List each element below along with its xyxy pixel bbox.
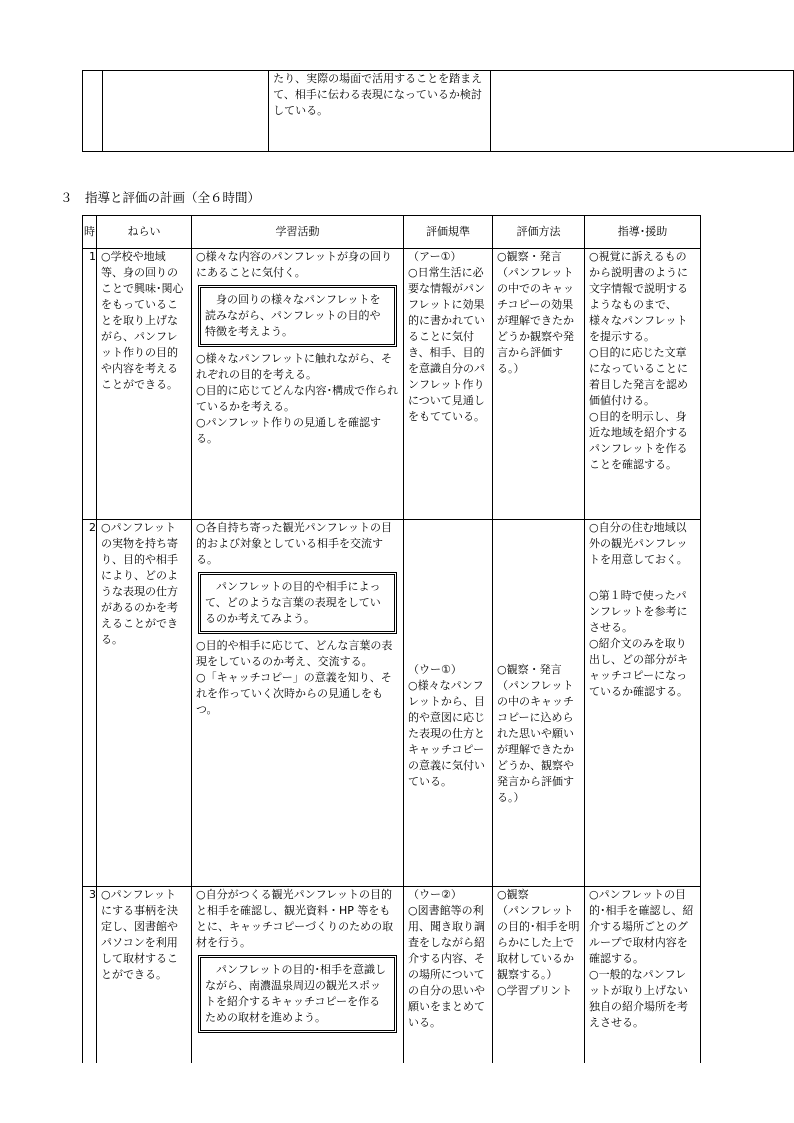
row-number: 1	[83, 249, 97, 520]
table-header-row	[83, 216, 701, 249]
row-activity	[192, 520, 404, 887]
learning-task-box: パンフレットの目的･相手を意識しながら、南濃温泉周辺の観光スポットを紹介するキャッチコピーを作るための取材を進めよう。	[198, 955, 397, 1033]
activity-text: ○様々な内容のパンフレットが身の回りにあることに気付く。	[196, 250, 393, 279]
top-cell-time	[83, 71, 103, 152]
top-cell-method	[491, 71, 582, 152]
aim-text: ○パンフレットにする事柄を決定し、図書館やパソコンを利用して取材することができる。	[101, 888, 178, 981]
learning-task-box: 身の回りの様々なパンフレットを読みながら、パンフレットの目的や特徴を考えよう。	[198, 285, 397, 347]
row-support	[585, 520, 701, 887]
activity-text: ○自分がつくる観光パンフレットの目的と相手を確認し、観光資料・HP 等をもとに、キャッチコピーづくりのための取材を行う。	[196, 888, 394, 949]
table-row	[83, 887, 701, 1064]
table-row	[83, 520, 701, 887]
header-method: 評価方法	[493, 216, 585, 249]
row-number: 2	[83, 520, 97, 887]
top-cell-support	[582, 71, 794, 152]
row-method	[493, 887, 585, 1064]
learning-task-box: パンフレットの目的や相手によって、どのような言葉の表現をしているのか考えてみよう。	[198, 572, 397, 634]
section-title: ３ 指導と評価の計画（全６時間）	[60, 190, 261, 205]
activity-text: ○様々なパンフレットに触れながら、それぞれの目的を考える。 ○目的に応じてどんな内容･構成で作られているかを考える。 ○パンフレット作りの見通しを確認する。	[196, 352, 399, 445]
method-text: ○観察 （パンフレットの目的･相手を明らかにした上で取材しているか観察する。） ○学習プリント	[497, 888, 580, 997]
activity-text: ○各自持ち寄った観光パンフレットの目的および対象としている相手を交流する。	[196, 521, 393, 566]
method-text: ○観察・発言 （パンフレットの中でのキャッチコピーの効果が理解できたかどうか観察や発言から評価する。）	[497, 250, 574, 375]
support-text: ○自分の住む地域以外の観光パンフレットを用意しておく。	[589, 521, 688, 566]
row-criteria	[404, 249, 493, 520]
top-criteria-text: たり、実際の場面で活用することを踏まえて、相手に伝わる表現になっているか検討している。	[273, 72, 483, 117]
row-aim	[97, 887, 192, 1064]
row-criteria	[404, 520, 493, 887]
support-text: ○第１時で使ったパンフレットを参考にさせる。 ○紹介文のみを取り出し、どの部分がキャッチコピーになっているか確認する。	[589, 589, 688, 698]
row-aim	[97, 520, 192, 887]
header-activity: 学習活動	[192, 216, 404, 249]
method-text: ○観察・発言 （パンフレットの中のキャッチコピーに込められた思いや願いが理解できたかどうか、観察や発言から評価する。）	[497, 663, 574, 804]
table-row	[83, 249, 701, 520]
row-activity	[192, 887, 404, 1064]
previous-page-table	[82, 70, 794, 152]
header-time: 時	[83, 216, 97, 249]
aim-text: ○パンフレットの実物を持ち寄り、目的や相手により、どのような表現の仕方があるのかを考えることができる。	[101, 521, 178, 646]
aim-text: ○学校や地域等、身の回りのことで興味･関心をもっていることを取り上げながら、パンフレット作りの目的や内容を考えることができる。	[101, 250, 184, 391]
criteria-text: （ウー②） ○図書館等の利用、聞き取り調査をしながら紹介する内容、その場所についての自分の思いや願いをまとめている。	[408, 888, 485, 1029]
row-criteria	[404, 887, 493, 1064]
top-cell-aim	[102, 71, 268, 152]
support-text: ○視覚に訴えるものから説明書のように文字情報で説明するようなものまで、様々なパンフレットを提示する。 ○目的に応じた文章になっていることに着目した発言を認め価値付ける。 ○目的を明示し、身近な地域を紹介するパンフレットを作ることを確認する。	[589, 250, 688, 471]
row-support	[585, 249, 701, 520]
top-cell-criteria	[269, 71, 491, 152]
header-criteria: 評価規準	[404, 216, 493, 249]
criteria-text: （ウー①） ○様々なパンフレットから、目的や意図に応じた表現の仕方とキャッチコピーの意義に気付いている。	[408, 663, 485, 788]
row-support	[585, 887, 701, 1064]
row-method	[493, 520, 585, 887]
header-aim: ねらい	[97, 216, 192, 249]
row-method	[493, 249, 585, 520]
support-text: ○パンフレットの目的･相手を確認し、紹介する場所ごとのグループで取材内容を確認する。 ○一般的なパンフレットが取り上げない独自の紹介場所を考えさせる。	[589, 888, 694, 1029]
criteria-text: （アー①） ○日常生活に必要な情報がパンフレットに効果的に書かれていることに気付き、相手、目的を意識自分のパンフレット作りについて見通しをもてている。	[408, 250, 485, 423]
header-support: 指導･援助	[585, 216, 701, 249]
row-number: 3	[83, 887, 97, 1064]
activity-text: ○目的や相手に応じて、どんな言葉の表現をしているのか考え、交流する。 ○「キャッチコピー」の意義を知り、それを作っていく次時からの見通しをもつ。	[196, 639, 393, 716]
teaching-plan-table	[82, 215, 701, 1063]
row-activity	[192, 249, 404, 520]
row-aim	[97, 249, 192, 520]
